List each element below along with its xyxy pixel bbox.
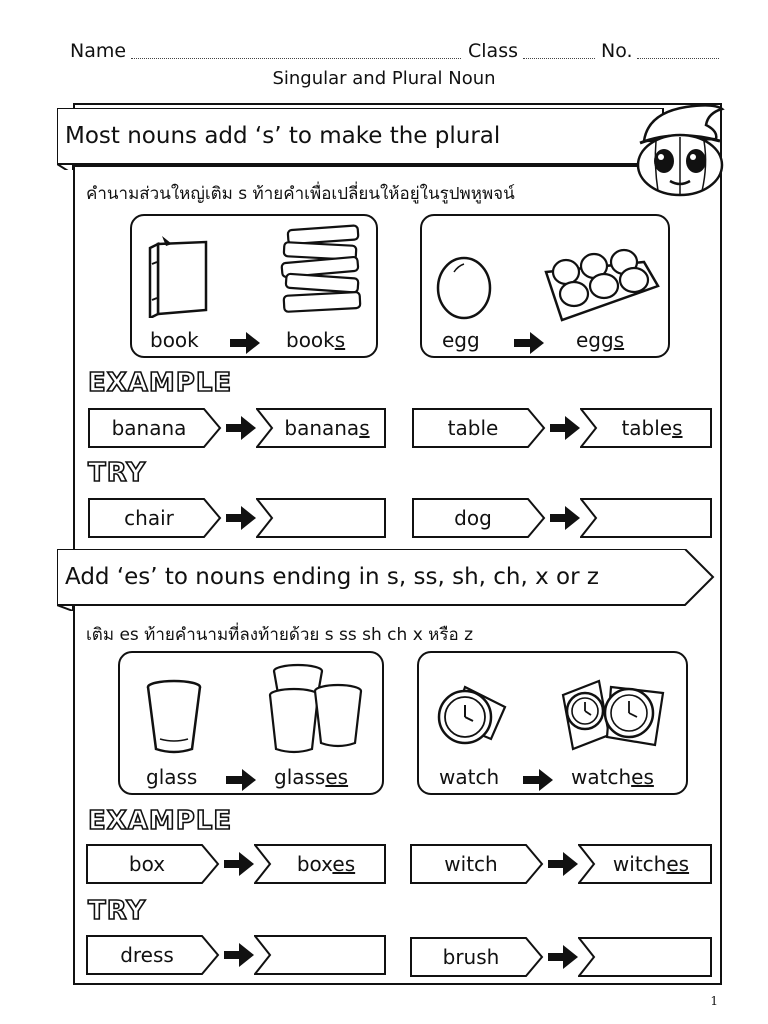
glass-icon — [146, 679, 202, 759]
watches-icon — [559, 675, 671, 759]
card4-plural — [571, 765, 654, 789]
try3-singular: dress — [120, 943, 174, 967]
example1-singular-chip — [88, 408, 222, 448]
try2-singular-chip — [412, 498, 546, 538]
section1-banner — [57, 108, 677, 170]
example2-plural-suffix: s — [672, 416, 683, 440]
try2-answer-box[interactable] — [580, 498, 712, 538]
right-arrow-icon — [523, 769, 553, 791]
example2-plural-chip — [580, 408, 712, 448]
example2-singular-chip — [412, 408, 546, 448]
card2-singular: egg — [442, 328, 480, 352]
card4-plural-base: watch — [571, 765, 632, 789]
right-arrow-icon — [226, 506, 256, 530]
card2-plural — [576, 328, 624, 352]
page-subtitle: Singular and Plural Noun — [272, 68, 496, 89]
card2-plural-suffix: s — [613, 328, 625, 352]
example3-plural-base: box — [296, 852, 333, 876]
example4-singular-chip — [410, 844, 544, 884]
try2-singular: dog — [454, 506, 492, 530]
example1-plural-base: banana — [284, 416, 360, 440]
card1-singular: book — [150, 328, 199, 352]
example4-singular: witch — [444, 852, 498, 876]
try1-answer-box[interactable] — [256, 498, 386, 538]
pumpkin-witch-icon — [626, 103, 726, 203]
try4-singular: brush — [442, 945, 500, 969]
class-label: Class — [468, 40, 518, 62]
page-number: 1 — [710, 994, 718, 1008]
right-arrow-icon — [548, 852, 578, 876]
example3-plural-chip — [254, 844, 386, 884]
no-field[interactable] — [637, 44, 719, 59]
card4-singular: watch — [439, 765, 500, 789]
card3-plural-suffix: es — [325, 765, 349, 789]
name-label: Name — [70, 40, 127, 62]
example1-singular: banana — [111, 416, 187, 440]
example3-singular: box — [128, 852, 166, 876]
card4-plural-suffix: es — [631, 765, 654, 789]
example3-plural-suffix: es — [332, 852, 356, 876]
watch-icon — [435, 683, 511, 759]
card3-plural-base: glass — [274, 765, 326, 789]
section1-example-label: EXAMPLE — [88, 368, 233, 398]
card1-plural — [286, 328, 345, 352]
books-stack-icon — [280, 222, 366, 328]
section2-example-label: EXAMPLE — [88, 806, 233, 836]
section2-banner — [57, 549, 717, 611]
glasses-icon — [266, 661, 364, 761]
glass-card — [118, 651, 384, 795]
egg-icon — [434, 250, 494, 324]
right-arrow-icon — [230, 332, 260, 354]
right-arrow-icon — [226, 416, 256, 440]
try1-singular: chair — [124, 506, 174, 530]
card3-plural — [274, 765, 348, 789]
right-arrow-icon — [550, 416, 580, 440]
try4-answer-box[interactable] — [578, 937, 712, 977]
section1-title: Most nouns add ‘s’ to make the plural — [65, 123, 501, 149]
class-field[interactable] — [523, 44, 595, 59]
card2-plural-base: egg — [576, 328, 614, 352]
card1-plural-suffix: s — [334, 328, 346, 352]
right-arrow-icon — [224, 852, 254, 876]
example1-plural-suffix: s — [359, 416, 370, 440]
section2-thai-instruction: เติม es ท้ายคำนามที่ลงท้ายด้วย s ss sh ch x หรือ z — [86, 625, 474, 645]
section2-try-label: TRY — [88, 896, 147, 926]
example4-plural-suffix: es — [666, 852, 690, 876]
example2-plural-base: table — [621, 416, 673, 440]
try3-singular-chip — [86, 935, 220, 975]
name-field[interactable] — [131, 44, 461, 59]
try1-singular-chip — [88, 498, 222, 538]
section1-thai-instruction: คำนามส่วนใหญ่เติม s ท้ายคำเพื่อเปลี่ยนให้อยู่ในรูปพหูพจน์ — [86, 184, 515, 204]
no-label: No. — [601, 40, 633, 62]
right-arrow-icon — [550, 506, 580, 530]
example3-singular-chip — [86, 844, 220, 884]
card3-singular: glass — [146, 765, 198, 789]
watch-card — [417, 651, 688, 795]
right-arrow-icon — [224, 943, 254, 967]
egg-card — [420, 214, 670, 358]
example4-plural-base: witch — [612, 852, 667, 876]
section1-try-label: TRY — [88, 458, 147, 488]
book-icon — [148, 234, 212, 322]
right-arrow-icon — [514, 332, 544, 354]
try4-singular-chip — [410, 937, 544, 977]
egg-carton-icon — [544, 242, 660, 326]
book-card — [130, 214, 378, 358]
try3-answer-box[interactable] — [254, 935, 386, 975]
example4-plural-chip — [578, 844, 712, 884]
right-arrow-icon — [226, 769, 256, 791]
section2-title: Add ‘es’ to nouns ending in s, ss, sh, ch, x or z — [65, 564, 599, 590]
card1-plural-base: book — [286, 328, 335, 352]
example1-plural-chip — [256, 408, 386, 448]
example2-singular: table — [447, 416, 499, 440]
right-arrow-icon — [548, 945, 578, 969]
